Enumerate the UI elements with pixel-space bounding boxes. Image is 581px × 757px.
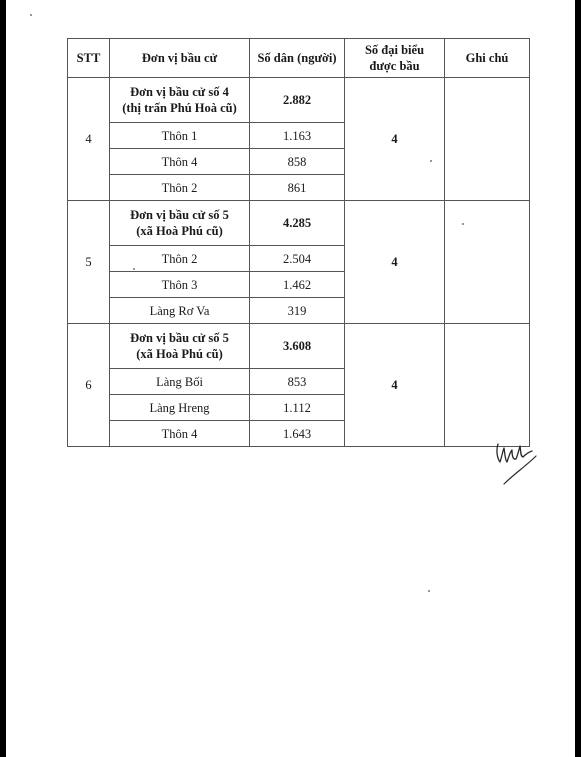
signature-icon: [492, 440, 538, 486]
stt-cell: 6: [68, 324, 110, 447]
unit-name-line2: (xã Hoà Phú cũ): [136, 224, 223, 238]
village-name-cell: Thôn 4: [110, 421, 250, 447]
header-delegates-line1: Số đại biểu: [364, 43, 425, 57]
scan-speck: [430, 160, 432, 162]
village-population-cell: 861: [250, 175, 345, 201]
unit-population-cell: 4.285: [250, 201, 345, 246]
header-delegates: [345, 39, 445, 78]
header-stt: STT: [68, 39, 110, 78]
village-name-cell: Thôn 1: [110, 123, 250, 149]
unit-name-line1: Đơn vị bầu cử số 5: [130, 208, 229, 222]
unit-name-line2: (thị trấn Phú Hoà cũ): [122, 101, 237, 115]
election-units-table: [67, 38, 530, 447]
unit-name-line1: Đơn vị bầu cử số 4: [130, 85, 229, 99]
delegates-cell: 4: [345, 324, 445, 447]
table-header-row: [68, 39, 530, 78]
scan-border-left: [0, 0, 6, 757]
village-name-cell: Thôn 3: [110, 272, 250, 298]
unit-population-cell: 2.882: [250, 78, 345, 123]
unit-name-cell: [110, 324, 250, 369]
village-population-cell: 319: [250, 298, 345, 324]
village-name-cell: Thôn 2: [110, 175, 250, 201]
notes-cell: [445, 78, 530, 201]
header-unit: Đơn vị bầu cử: [110, 39, 250, 78]
stt-cell: 4: [68, 78, 110, 201]
delegates-cell: 4: [345, 201, 445, 324]
header-delegates-line2: được bầu: [369, 59, 420, 73]
village-population-cell: 1.112: [250, 395, 345, 421]
unit-population-cell: 3.608: [250, 324, 345, 369]
village-population-cell: 2.504: [250, 246, 345, 272]
village-population-cell: 853: [250, 369, 345, 395]
unit-name-line1: Đơn vị bầu cử số 5: [130, 331, 229, 345]
village-population-cell: 1.462: [250, 272, 345, 298]
village-name-cell: Thôn 4: [110, 149, 250, 175]
village-name-cell: Làng Rơ Va: [110, 298, 250, 324]
header-notes: Ghi chú: [445, 39, 530, 78]
notes-cell: [445, 201, 530, 324]
village-population-cell: 1.643: [250, 421, 345, 447]
notes-cell: [445, 324, 530, 447]
village-name-cell: Làng Hreng: [110, 395, 250, 421]
delegates-cell: 4: [345, 78, 445, 201]
unit-name-cell: [110, 78, 250, 123]
scan-border-right: [575, 0, 581, 757]
table-row: [68, 201, 530, 246]
header-population: Số dân (người): [250, 39, 345, 78]
table-row: [68, 324, 530, 369]
table-row: [68, 78, 530, 123]
scan-speck: [30, 14, 32, 16]
village-population-cell: 1.163: [250, 123, 345, 149]
unit-name-line2: (xã Hoà Phú cũ): [136, 347, 223, 361]
scan-speck: [133, 268, 135, 270]
village-name-cell: Thôn 2: [110, 246, 250, 272]
unit-name-cell: [110, 201, 250, 246]
stt-cell: 5: [68, 201, 110, 324]
village-population-cell: 858: [250, 149, 345, 175]
village-name-cell: Làng Bối: [110, 369, 250, 395]
scan-speck: [462, 223, 464, 225]
scan-speck: [428, 590, 430, 592]
